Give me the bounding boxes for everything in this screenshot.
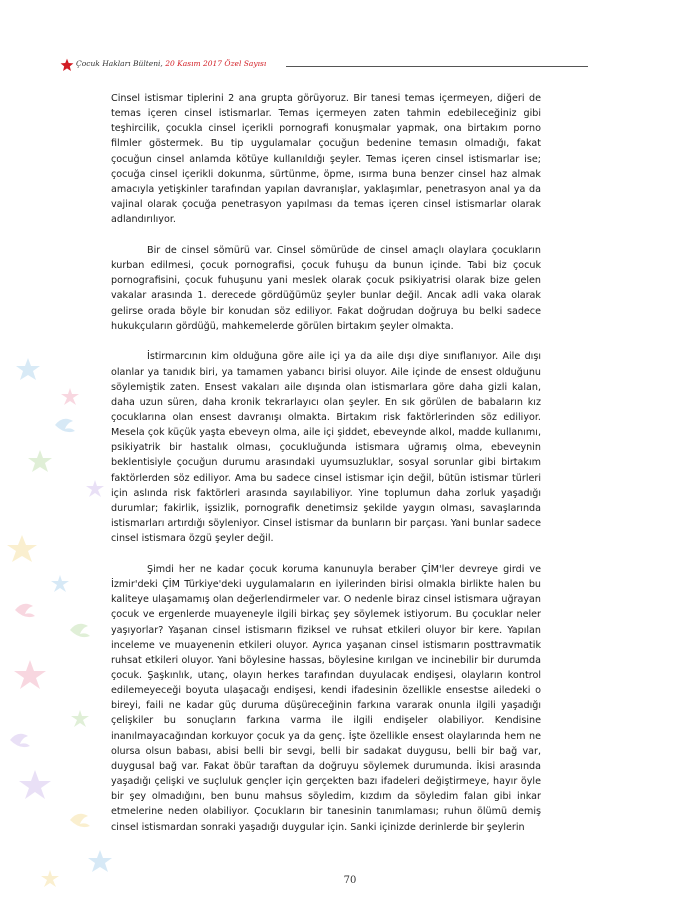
page-number: 70 — [343, 875, 357, 886]
star-icon — [61, 388, 79, 405]
article-body — [111, 91, 541, 835]
star-icon — [71, 710, 89, 727]
dove-icon — [70, 624, 90, 637]
paragraph: Cinsel istismar tiplerini 2 ana grupta görüyoruz. Bir tanesi temas içermeyen, diğeri de temas içeren cinsel istismarlar. Temas içermeyen zaten tahmin edebileceğiniz gibi teşhircilik, çocukla cinsel içerikli pornografi konuşmalar yapmak, ona birtakım porno filmler göstermek. Bu tip uygulamalar çocuğun bedenine temasın olmadığı, fakat çocuğun cinsel anlamda kötüye kullanıldığı şeyler. Temas içeren cinsel istismarlar ise; çocuğa cinsel içerikli dokunma, sürtünme, öpme, ısırma buna benzer cinsel haz almak amacıyla yetişkinler tarafından yapılan davranışlar, yaklaşımlar, penetrasyon anal ya da vajinal olarak çocuğa penetrasyon yapılması da temas içeren cinsel istismarlar olarak adlandırılıyor. — [111, 93, 541, 226]
running-header — [60, 56, 588, 76]
star-icon — [86, 480, 104, 497]
star-icon — [7, 535, 37, 562]
publication-name: Çocuk Hakları Bülteni, — [76, 59, 163, 68]
star-icon — [16, 358, 40, 380]
dove-icon — [70, 814, 90, 827]
header-title — [76, 59, 266, 68]
dove-icon — [10, 734, 30, 747]
header-rule — [286, 66, 588, 67]
dove-icon — [55, 419, 75, 432]
paragraph: Şimdi her ne kadar çocuk koruma kanunuyla beraber ÇİM'ler devreye girdi ve İzmir'deki ÇİM Türkiye'deki uygulamaların en iyilerinden birisi olmakla birlikte halen bu kaliteye ulaşamamış olan değerlendirmeler var. O nedenle biraz cinsel istismara uğrayan çocuk ve ergenlerde muayeneyle ilgili birkaç şey söylemek istiyorum. Bu çocuklar neler yaşıyorlar? Yaşanan cinsel istismarın fiziksel ve ruhsat etkileri oluyor bir kere. Yapılan inceleme ve muayenenin etkileri oluyor. Ayrıca yaşanan cinsel istismarın posttravmatik ruhsat etkileri oluyor. Yani böylesine hassas, böylesine kırılgan ve incinebilir bir durumda çocuk. Şaşkınlık, utanç, olayın herkes tarafından duyulacak endişesi, olayların kontrol edilemeyeceği boyuta ulaşacağı endişesi, kendi ifadesinin özellikle ensestse ailedeki o bireyi, faili ne kadar güç duruma düşüreceğinin farkına vararak onunla ilgili yaşadığı çelişkiler bu sonuçların farkına varma ile ilgili endişeler olabiliyor. Kendisine inanılmayacağından korkuyor çocuk ya da genç. İşte özellikle ensest olaylarında hem ne olursa olsun babası, abisi belli bir sevgi, belli bir sadakat duygusu, belli bir bağ var, duygusal bağ var. Fakat öbür taraftan da doğruyu söylemek durumunda. İkisi arasında yaşadığı çelişki ve suçluluk gençler için gerçekten bazı ifadeleri değiştirmeye, hayır öyle bir şey olmadığını, ben bunu mahsus söyledim, kızdım da söyledim falan gibi inkar etmelerine neden olabiliyor. Çocukların bir tanesinin tanımlaması; ruhun ölümü demiş cinsel istismardan sonraki yaşadığı duygular için. Sanki içinizde derinlerde bir şeylerin — [111, 563, 541, 833]
red-star-icon — [60, 58, 74, 72]
issue-name: 20 Kasım 2017 Özel Sayısı — [165, 59, 267, 68]
star-icon — [14, 660, 46, 689]
star-icon — [51, 575, 69, 592]
dove-icon — [15, 604, 35, 617]
paragraph: İstirmarcının kim olduğuna göre aile içi ya da aile dışı diye sınıflanıyor. Aile dışı olanlar ya tanıdık biri, ya tamamen yabancı birisi oluyor. Aile içinde de ensest olduğunu söylemiştik zaten. Ensest vakaları aile dışında olan istismarlara göre daha gizli kalan, daha uzun süren, daha kronik tekrarlayıcı olan şeyler. En sık görülen de babaların kız çocuklarına olan ensest davranışı olmakta. Birtakım risk faktörlerinden söz ediliyor. Mesela çok küçük yaşta ebeveyn olma, aile içi şiddet, ebeveynde alkol, madde kullanımı, psikiyatrik bir hastalık olması, çocukluğunda istismara uğramış olma, ebeveynin beklentisiyle çocuğun durumu arasındaki uyumsuzluklar, sosyal sorunlar gibi birtakım faktörlerden söz ediliyor. Ama bu sadece cinsel istismar için değil, bütün istismar türleri için aslında risk faktörleri arasında sayılabiliyor. Yine toplumun daha zorluk yaşadığı durumlar; fakirlik, işsizlik, pornografik denetimsiz şekilde yaygın olması, savaşlarında istismarları artırdığı söyleniyor. Cinsel istismar da bunların bir parçası. Yani bunlar sadece cinsel istismara özgü şeyler değil. — [111, 351, 541, 545]
star-icon — [28, 450, 52, 472]
star-icon — [88, 850, 112, 872]
paragraph: Bir de cinsel sömürü var. Cinsel sömürüde de cinsel amaçlı olaylara çocukların kurban edilmesi, çocuk pornografisi, çocuk fuhuşu da bunun içinde. Tabi biz çocuk pornografisini, çocuk fuhuşunu yani meslek olarak çocuk psikiyatrisi olarak bize gelen vakalar arasında 1. derecede gördüğümüz şeyler bunlar değil. Ancak adli vaka olarak gelirse orada böyle bir konudan söz ediliyor. Fakat doğrudan doğruya bu belki sadece hukukçuların gördüğü, mahkemelerde görülen birtakım şeyler olmakta. — [111, 244, 541, 332]
star-icon — [19, 770, 51, 799]
